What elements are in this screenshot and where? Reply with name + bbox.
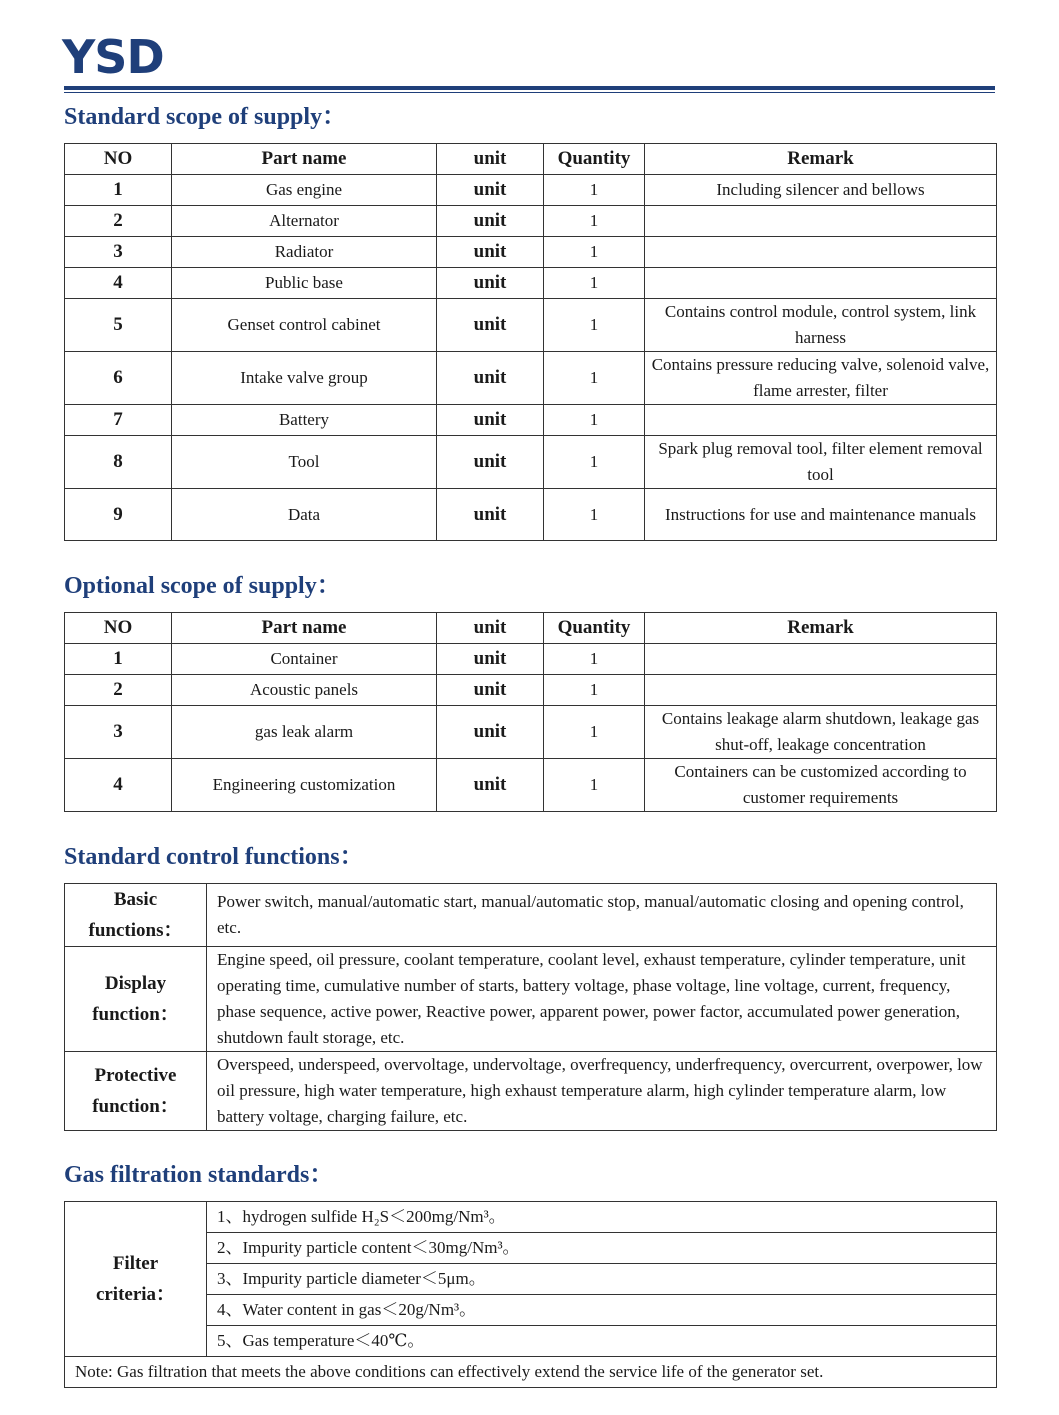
row-remark: Contains pressure reducing valve, solenoid valve, flame arrester, filter	[645, 352, 997, 405]
function-description: Engine speed, oil pressure, coolant temperature, coolant level, exhaust temperature, cylinder temperature, unit operating time, cumulative number of starts, battery voltage, phase voltage, line voltage, current, frequency, phase sequence, active power, Reactive power, apparent power, power factor, accumulated power generation, shutdown fault storage, etc.	[207, 947, 997, 1052]
table-row	[65, 237, 997, 268]
header-quantity: Quantity	[544, 144, 645, 175]
table-row	[65, 352, 997, 405]
header-quantity: Quantity	[544, 613, 645, 644]
row-unit: unit	[437, 675, 544, 706]
filter-criterion: 3、Impurity particle diameter＜5μm。	[207, 1264, 997, 1295]
filter-label-line2: criteria：	[95, 1284, 176, 1305]
table-row	[65, 405, 997, 436]
row-no: 4	[65, 268, 172, 299]
row-no: 1	[65, 644, 172, 675]
row-remark	[645, 405, 997, 436]
row-no: 5	[65, 299, 172, 352]
row-part: Genset control cabinet	[172, 299, 437, 352]
table-row	[65, 675, 997, 706]
optional-supply-title: Optional scope of supply：	[64, 573, 341, 599]
table-row	[65, 706, 997, 759]
row-part: gas leak alarm	[172, 706, 437, 759]
header-remark: Remark	[645, 144, 997, 175]
row-unit: unit	[437, 759, 544, 812]
control-functions-table	[64, 883, 997, 1131]
row-unit: unit	[437, 405, 544, 436]
row-remark: Including silencer and bellows	[645, 175, 997, 206]
row-qty: 1	[544, 237, 645, 268]
row-part: Battery	[172, 405, 437, 436]
row-part: Tool	[172, 436, 437, 489]
function-label-line1: Display	[104, 973, 167, 994]
function-description: Power switch, manual/automatic start, manual/automatic stop, manual/automatic closing and opening control, etc.	[207, 884, 997, 947]
row-qty: 1	[544, 268, 645, 299]
filter-criterion: 5、Gas temperature＜40℃。	[207, 1326, 997, 1357]
row-part: Engineering customization	[172, 759, 437, 812]
filter-label-line1: Filter	[112, 1253, 159, 1274]
filter-criteria-label	[65, 1202, 207, 1357]
table-row	[65, 947, 997, 1052]
row-unit: unit	[437, 644, 544, 675]
row-no: 4	[65, 759, 172, 812]
row-remark	[645, 644, 997, 675]
table-row	[65, 175, 997, 206]
table-row	[65, 759, 997, 812]
header-no: NO	[65, 613, 172, 644]
row-qty: 1	[544, 436, 645, 489]
table-header-row	[65, 144, 997, 175]
row-unit: unit	[437, 706, 544, 759]
control-functions-title: Standard control functions：	[64, 844, 364, 870]
table-row	[65, 299, 997, 352]
filtration-note: Note: Gas filtration that meets the above conditions can effectively extend the service life of the generator set.	[65, 1357, 997, 1388]
row-qty: 1	[544, 206, 645, 237]
row-remark: Spark plug removal tool, filter element removal tool	[645, 436, 997, 489]
row-remark	[645, 675, 997, 706]
function-label	[65, 884, 207, 947]
row-part: Acoustic panels	[172, 675, 437, 706]
row-unit: unit	[437, 175, 544, 206]
row-part: Radiator	[172, 237, 437, 268]
row-qty: 1	[544, 489, 645, 541]
optional-supply-table	[64, 612, 997, 812]
table-row	[65, 644, 997, 675]
table-row	[65, 1202, 997, 1233]
row-qty: 1	[544, 405, 645, 436]
row-no: 2	[65, 206, 172, 237]
row-remark	[645, 237, 997, 268]
row-remark	[645, 206, 997, 237]
table-row	[65, 436, 997, 489]
header-remark: Remark	[645, 613, 997, 644]
header-rule-thin	[64, 92, 995, 93]
filter-criterion: 4、Water content in gas＜20g/Nm³。	[207, 1295, 997, 1326]
row-unit: unit	[437, 436, 544, 489]
row-unit: unit	[437, 237, 544, 268]
ysd-logo: YSD	[62, 30, 164, 84]
row-remark: Instructions for use and maintenance manuals	[645, 489, 997, 541]
row-unit: unit	[437, 299, 544, 352]
header-part-name: Part name	[172, 613, 437, 644]
row-no: 3	[65, 237, 172, 268]
row-part: Gas engine	[172, 175, 437, 206]
row-part: Public base	[172, 268, 437, 299]
table-row	[65, 1052, 997, 1131]
header-unit: unit	[437, 613, 544, 644]
row-no: 3	[65, 706, 172, 759]
table-row	[65, 268, 997, 299]
row-part: Alternator	[172, 206, 437, 237]
row-qty: 1	[544, 759, 645, 812]
row-remark: Contains control module, control system, link harness	[645, 299, 997, 352]
table-header-row	[65, 613, 997, 644]
function-label	[65, 947, 207, 1052]
row-unit: unit	[437, 489, 544, 541]
row-no: 2	[65, 675, 172, 706]
gas-filtration-table	[64, 1201, 997, 1388]
row-remark: Contains leakage alarm shutdown, leakage gas shut-off, leakage concentration	[645, 706, 997, 759]
row-unit: unit	[437, 268, 544, 299]
function-label-line2: function：	[92, 1004, 179, 1025]
table-row	[65, 884, 997, 947]
gas-filtration-title: Gas filtration standards：	[64, 1162, 334, 1188]
row-qty: 1	[544, 175, 645, 206]
row-part: Container	[172, 644, 437, 675]
table-row	[65, 1357, 997, 1388]
function-label-line1: Protective	[94, 1065, 177, 1086]
row-qty: 1	[544, 352, 645, 405]
row-no: 6	[65, 352, 172, 405]
row-no: 8	[65, 436, 172, 489]
standard-supply-title: Standard scope of supply：	[64, 104, 347, 130]
row-part: Data	[172, 489, 437, 541]
header-part-name: Part name	[172, 144, 437, 175]
function-label-line1: Basic	[113, 889, 158, 910]
table-row	[65, 206, 997, 237]
row-part: Intake valve group	[172, 352, 437, 405]
row-qty: 1	[544, 706, 645, 759]
header-unit: unit	[437, 144, 544, 175]
row-no: 9	[65, 489, 172, 541]
row-qty: 1	[544, 675, 645, 706]
function-label-line2: functions：	[88, 920, 183, 941]
function-label	[65, 1052, 207, 1131]
row-qty: 1	[544, 299, 645, 352]
filter-criterion: 1、hydrogen sulfide H₂S＜200mg/Nm³。	[207, 1202, 997, 1233]
row-unit: unit	[437, 206, 544, 237]
row-remark	[645, 268, 997, 299]
filter-criterion: 2、Impurity particle content＜30mg/Nm³。	[207, 1233, 997, 1264]
row-qty: 1	[544, 644, 645, 675]
row-unit: unit	[437, 352, 544, 405]
header-rule	[64, 86, 995, 90]
row-no: 1	[65, 175, 172, 206]
standard-supply-table	[64, 143, 997, 541]
table-row	[65, 489, 997, 541]
row-no: 7	[65, 405, 172, 436]
row-remark: Containers can be customized according to customer requirements	[645, 759, 997, 812]
function-description: Overspeed, underspeed, overvoltage, undervoltage, overfrequency, underfrequency, overcurrent, overpower, low oil pressure, high water temperature, high exhaust temperature alarm, high cylinder temperature alarm, low battery voltage, charging failure, etc.	[207, 1052, 997, 1131]
header-no: NO	[65, 144, 172, 175]
function-label-line2: function：	[92, 1096, 179, 1117]
